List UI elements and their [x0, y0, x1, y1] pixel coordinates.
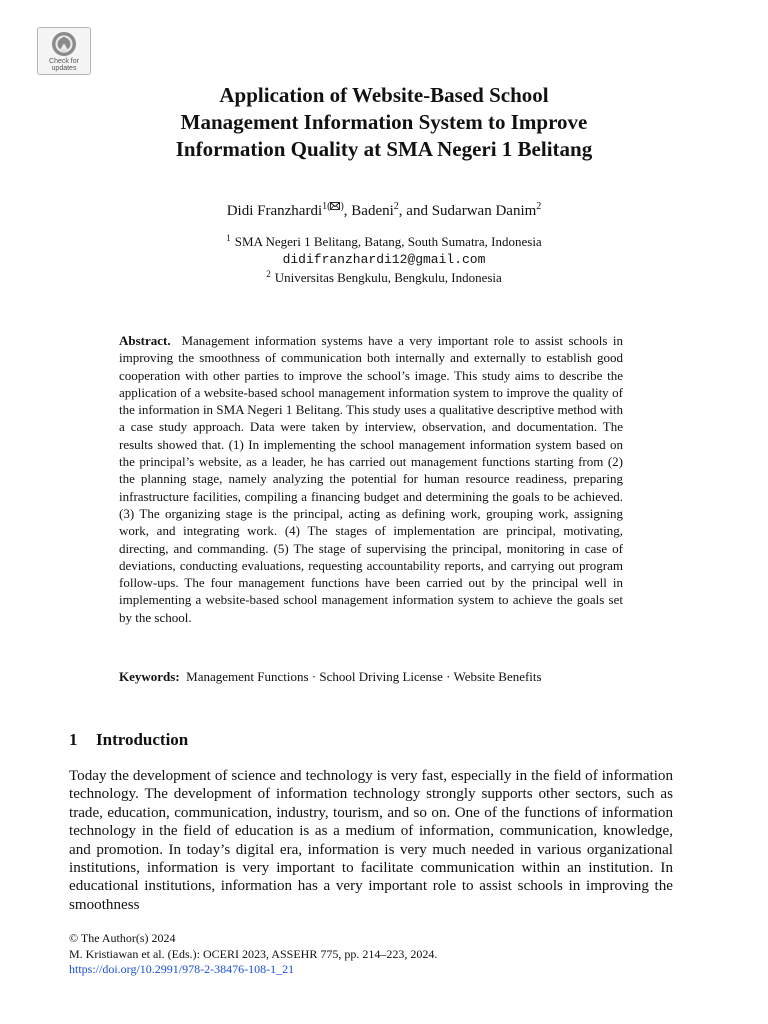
affiliation-number: 2	[266, 269, 271, 279]
author-superscript: 1( )	[322, 201, 344, 212]
keywords-text: Management Functions · School Driving License · Website Benefits	[186, 669, 542, 684]
copyright-notice: © The Author(s) 2024	[69, 931, 176, 945]
badge-line1: Check for	[49, 58, 79, 65]
affiliation-2	[0, 270, 768, 286]
author-superscript: 2	[393, 201, 399, 212]
introduction-paragraph: Today the development of science and technology is very fast, especially in the field of information technology. The development of information technology strongly supports other sectors, such as trade, education, communication, industry, tourism, and so on. One of the functions of information technology in the field of education is as a medium of information, communication, knowledge, and promotion. In today’s digital era, information is very much needed in various organizational institutions, information is very important to facilitate communication within an institution. In educational institutions, information has a very important role to assist schools in improving the smoothness	[69, 768, 673, 913]
title-line-2: Management Information System to Improve	[180, 110, 588, 134]
affiliation-text: SMA Negeri 1 Belitang, Batang, South Sumatra, Indonesia	[234, 234, 542, 249]
section-heading	[69, 730, 188, 750]
envelope-icon[interactable]	[330, 202, 340, 210]
badge-line2: updates	[51, 65, 77, 72]
title-line-1: Application of Website-Based School	[219, 83, 549, 107]
author-name: Didi Franzhardi	[226, 203, 323, 219]
citation: M. Kristiawan et al. (Eds.): OCERI 2023, ASSEHR 775, pp. 214–223, 2024.	[69, 946, 438, 961]
badge-label	[49, 58, 79, 72]
author-separator: ,	[343, 203, 352, 219]
affiliation-1	[0, 234, 768, 250]
abstract-label: Abstract.	[119, 333, 171, 348]
check-for-updates-icon	[51, 31, 77, 57]
keywords-label: Keywords:	[119, 669, 180, 684]
check-for-updates-badge[interactable]	[37, 27, 91, 75]
abstract	[119, 332, 623, 626]
keywords	[119, 668, 639, 685]
doi-link[interactable]: https://doi.org/10.2991/978-2-38476-108-1_21	[69, 962, 295, 976]
author-superscript: 2	[536, 201, 542, 212]
section-title: Introduction	[96, 730, 189, 749]
footer	[69, 931, 437, 978]
abstract-text: Management information systems have a very important role to assist schools in improving the smoothness of communication both internally and externally to establish good cooperation with other parties to improve the school’s image. This study aims to describe the application of a website-based school management information system to improve the quality of the information in SMA Negeri 1 Belitang. This study uses a qualitative descriptive method with a case study approach. Data were taken by interview, observation, and documentation. The results showed that. (1) In implementing the school management information system based on the principal’s website, as a leader, he has carried out management functions starting from (2) the planning stage, namely analyzing the potential for human resource readiness, preparing infrastructure facilities, compiling a financing budget and determining the goals to be achieved. (3) The organizing stage is the principal, acting as defining work, grouping work, assigning work, and integrating work. (4) The stages of implementation are principal, motivating, directing, and commanding. (5) The stage of supervising the principal, monitoring in case of deviations, conducting evaluations, requesting accountability reports, and carrying out program follow-ups. The four management functions have been carried out by the principal well in implementing a website-based school management information system to achieve the goals set by the school.	[119, 333, 623, 625]
title-line-3: Information Quality at SMA Negeri 1 Belitang	[175, 137, 593, 161]
author-email[interactable]: didifranzhardi12@gmail.com	[282, 252, 486, 267]
section-number: 1	[69, 730, 78, 749]
author-name: Badeni	[351, 203, 394, 219]
author-name: Sudarwan Danim	[431, 203, 537, 219]
author-list	[0, 202, 768, 220]
affiliation-number: 1	[226, 233, 231, 243]
paper-title	[0, 82, 768, 163]
author-separator: , and	[398, 203, 432, 219]
affiliation-text: Universitas Bengkulu, Bengkulu, Indonesia	[274, 270, 502, 285]
